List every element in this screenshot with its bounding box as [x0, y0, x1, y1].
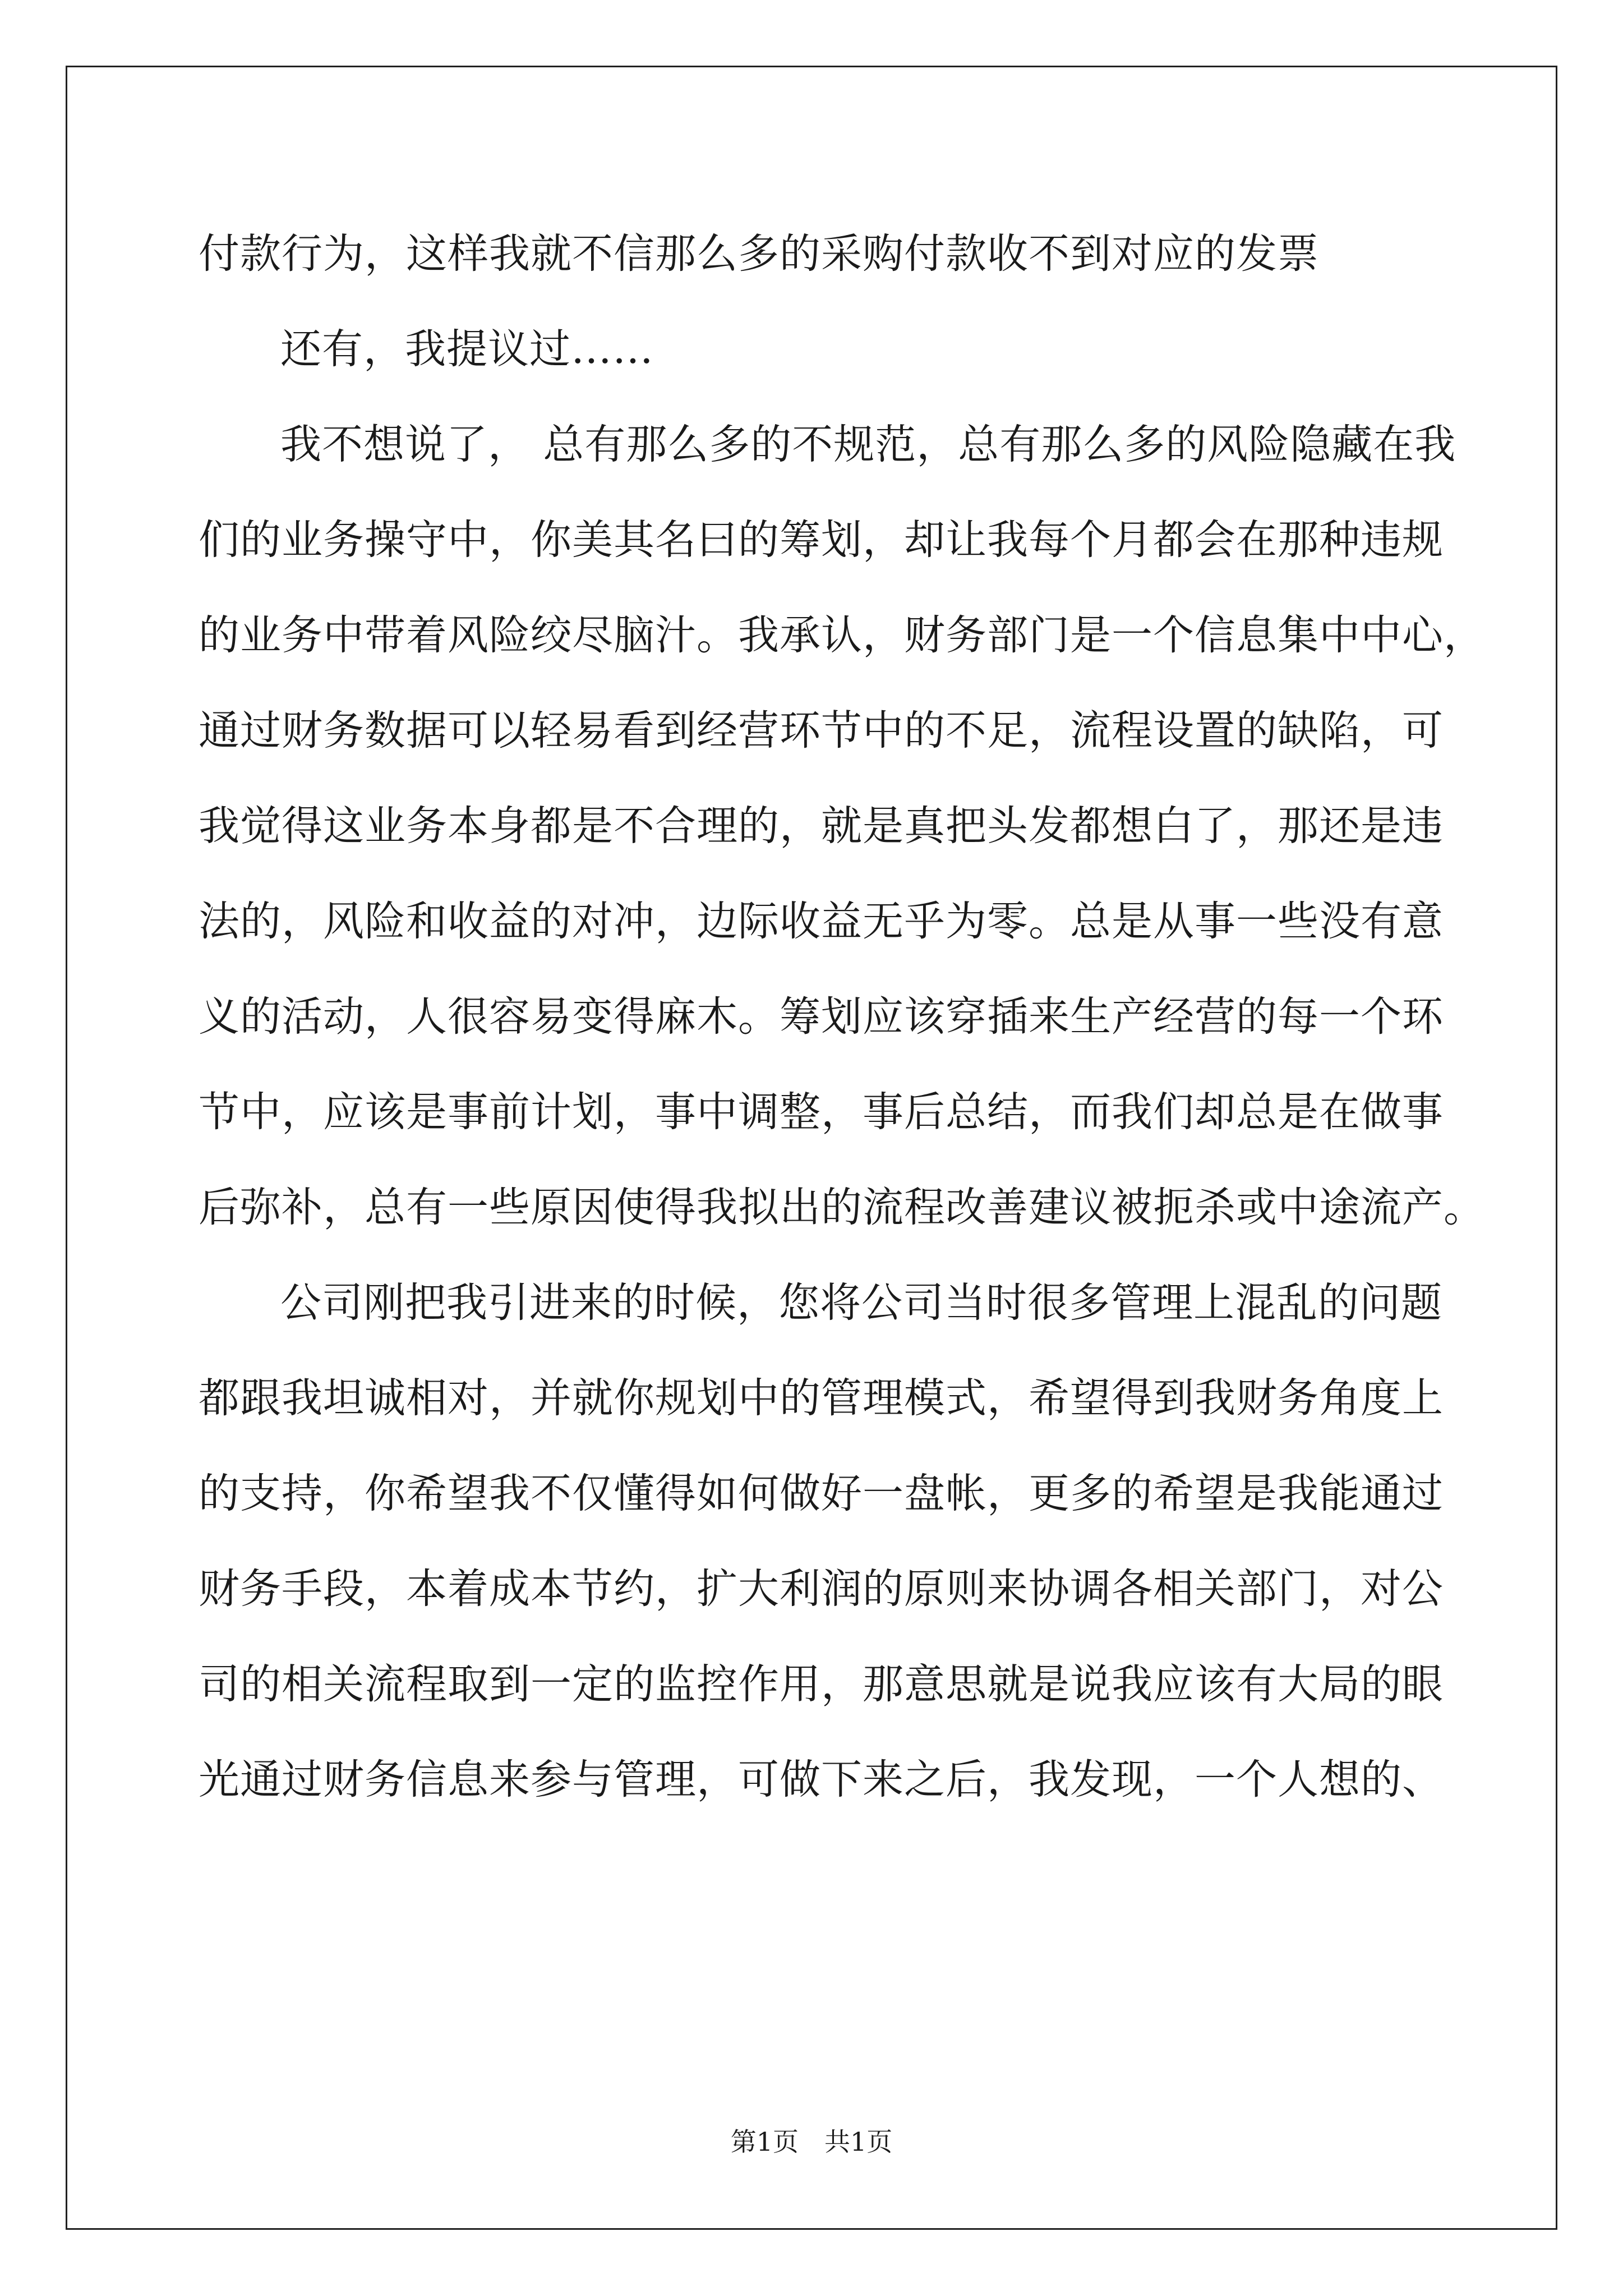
text-line: 我觉得这业务本身都是不合理的，就是真把头发都想白了，那还是违	[199, 802, 1444, 850]
text-line: 通过财务数据可以轻易看到经营环节中的不足，流程设置的缺陷，可	[199, 707, 1444, 754]
text-line: 公司刚把我引进来的时候，您将公司当时很多管理上混乱的问题	[280, 1279, 1442, 1327]
page-number-footer: 第1页 共1页	[730, 2127, 893, 2157]
text-line: 节中，应该是事前计划，事中调整，事后总结，而我们却总是在做事	[199, 1088, 1444, 1136]
text-line: 的业务中带着风险绞尽脑汁。我承认，财务部门是一个信息集中中心，	[199, 611, 1485, 659]
text-line: 都跟我坦诚相对，并就你规划中的管理模式，希望得到我财务角度上	[199, 1374, 1444, 1422]
text-line: 义的活动，人很容易变得麻木。筹划应该穿插来生产经营的每一个环	[199, 993, 1444, 1041]
text-line: 付款行为，这样我就不信那么多的采购付款收不到对应的发票	[199, 230, 1319, 278]
document-body	[199, 206, 1485, 1828]
text-line: 光通过财务信息来参与管理，可做下来之后，我发现，一个人想的、	[199, 1756, 1444, 1803]
text-line: 司的相关流程取到一定的监控作用，那意思就是说我应该有大局的眼	[199, 1660, 1444, 1708]
text-line: 还有，我提议过……	[280, 325, 654, 373]
text-line: 后弥补，总有一些原因使得我拟出的流程改善建议被扼杀或中途流产。	[199, 1184, 1485, 1231]
text-line: 我不想说了， 总有那么多的不规范，总有那么多的风险隐藏在我	[280, 421, 1456, 468]
text-line: 法的，风险和收益的对冲，边际收益无乎为零。总是从事一些没有意	[199, 898, 1444, 945]
text-line: 财务手段，本着成本节约，扩大利润的原则来协调各相关部门，对公	[199, 1565, 1444, 1613]
text-line: 的支持，你希望我不仅懂得如何做好一盘帐，更多的希望是我能通过	[199, 1470, 1444, 1517]
text-line: 们的业务操守中，你美其名曰的筹划，却让我每个月都会在那种违规	[199, 516, 1444, 564]
